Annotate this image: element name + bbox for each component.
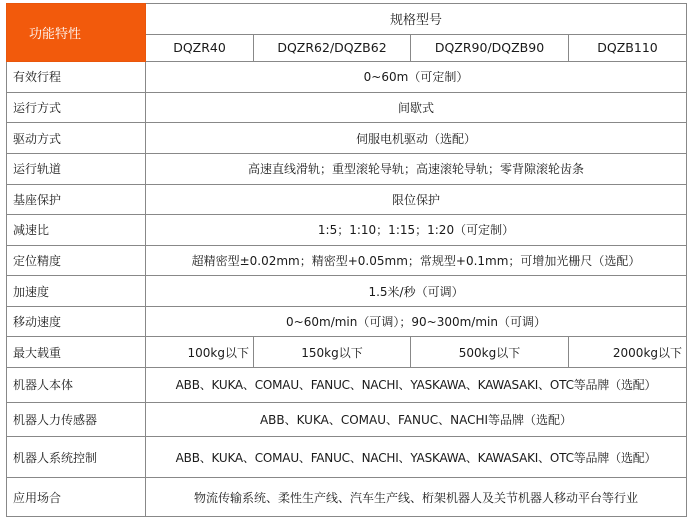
load-dqzb110: 2000kg以下 xyxy=(569,337,687,368)
row-value: 间歇式 xyxy=(146,92,687,123)
table-row xyxy=(7,437,687,478)
table-row xyxy=(7,245,687,276)
row-label: 应用场合 xyxy=(7,478,146,517)
row-value: 伺服电机驱动（选配） xyxy=(146,123,687,154)
max-load-row xyxy=(7,337,687,368)
row-label: 运行方式 xyxy=(7,92,146,123)
row-label: 机器人系统控制 xyxy=(7,437,146,478)
load-dqzr90: 500kg以下 xyxy=(411,337,569,368)
table-row xyxy=(7,184,687,215)
table-row xyxy=(7,276,687,307)
row-value: 物流传输系统、柔性生产线、汽车生产线、桁架机器人及关节机器人移动平台等行业 xyxy=(146,478,687,517)
row-value: 0~60m/min（可调）；90~300m/min（可调） xyxy=(146,306,687,337)
load-dqzr62: 150kg以下 xyxy=(254,337,411,368)
table-row xyxy=(7,402,687,437)
row-label: 驱动方式 xyxy=(7,123,146,154)
row-value: 1.5米/秒（可调） xyxy=(146,276,687,307)
model-dqzr40: DQZR40 xyxy=(146,34,254,62)
row-value: ABB、KUKA、COMAU、FANUC、NACHI等品牌（选配） xyxy=(146,402,687,437)
row-label: 运行轨道 xyxy=(7,153,146,184)
row-value: ABB、KUKA、COMAU、FANUC、NACHI、YASKAWA、KAWASAKI、OTC等品牌（选配） xyxy=(146,437,687,478)
row-value: 高速直线滑轨；重型滚轮导轨；高速滚轮导轨；零背隙滚轮齿条 xyxy=(146,153,687,184)
table-row xyxy=(7,92,687,123)
table-row xyxy=(7,478,687,517)
feature-header-cell: 功能特性 xyxy=(7,4,146,62)
row-value: 1:5；1:10；1:15；1:20（可定制） xyxy=(146,215,687,246)
table-row xyxy=(7,306,687,337)
model-dqzr62: DQZR62/DQZB62 xyxy=(254,34,411,62)
table-row xyxy=(7,62,687,93)
row-value: 0~60m（可定制） xyxy=(146,62,687,93)
model-dqzr90: DQZR90/DQZB90 xyxy=(411,34,569,62)
header-row xyxy=(7,4,687,35)
row-label: 移动速度 xyxy=(7,306,146,337)
row-label: 最大载重 xyxy=(7,337,146,368)
row-value: 超精密型±0.02mm；精密型+0.05mm；常规型+0.1mm；可增加光栅尺（选配） xyxy=(146,245,687,276)
model-dqzb110: DQZB110 xyxy=(569,34,687,62)
row-label: 减速比 xyxy=(7,215,146,246)
row-label: 定位精度 xyxy=(7,245,146,276)
spec-table xyxy=(6,3,687,517)
row-value: 限位保护 xyxy=(146,184,687,215)
row-label: 加速度 xyxy=(7,276,146,307)
row-value: ABB、KUKA、COMAU、FANUC、NACHI、YASKAWA、KAWASAKI、OTC等品牌（选配） xyxy=(146,368,687,403)
table-row xyxy=(7,153,687,184)
table-row xyxy=(7,123,687,154)
table-row xyxy=(7,368,687,403)
load-dqzr40: 100kg以下 xyxy=(146,337,254,368)
row-label: 机器人本体 xyxy=(7,368,146,403)
model-header-cell: 规格型号 xyxy=(146,4,687,35)
row-label: 机器人力传感器 xyxy=(7,402,146,437)
row-label: 有效行程 xyxy=(7,62,146,93)
table-row xyxy=(7,215,687,246)
row-label: 基座保护 xyxy=(7,184,146,215)
